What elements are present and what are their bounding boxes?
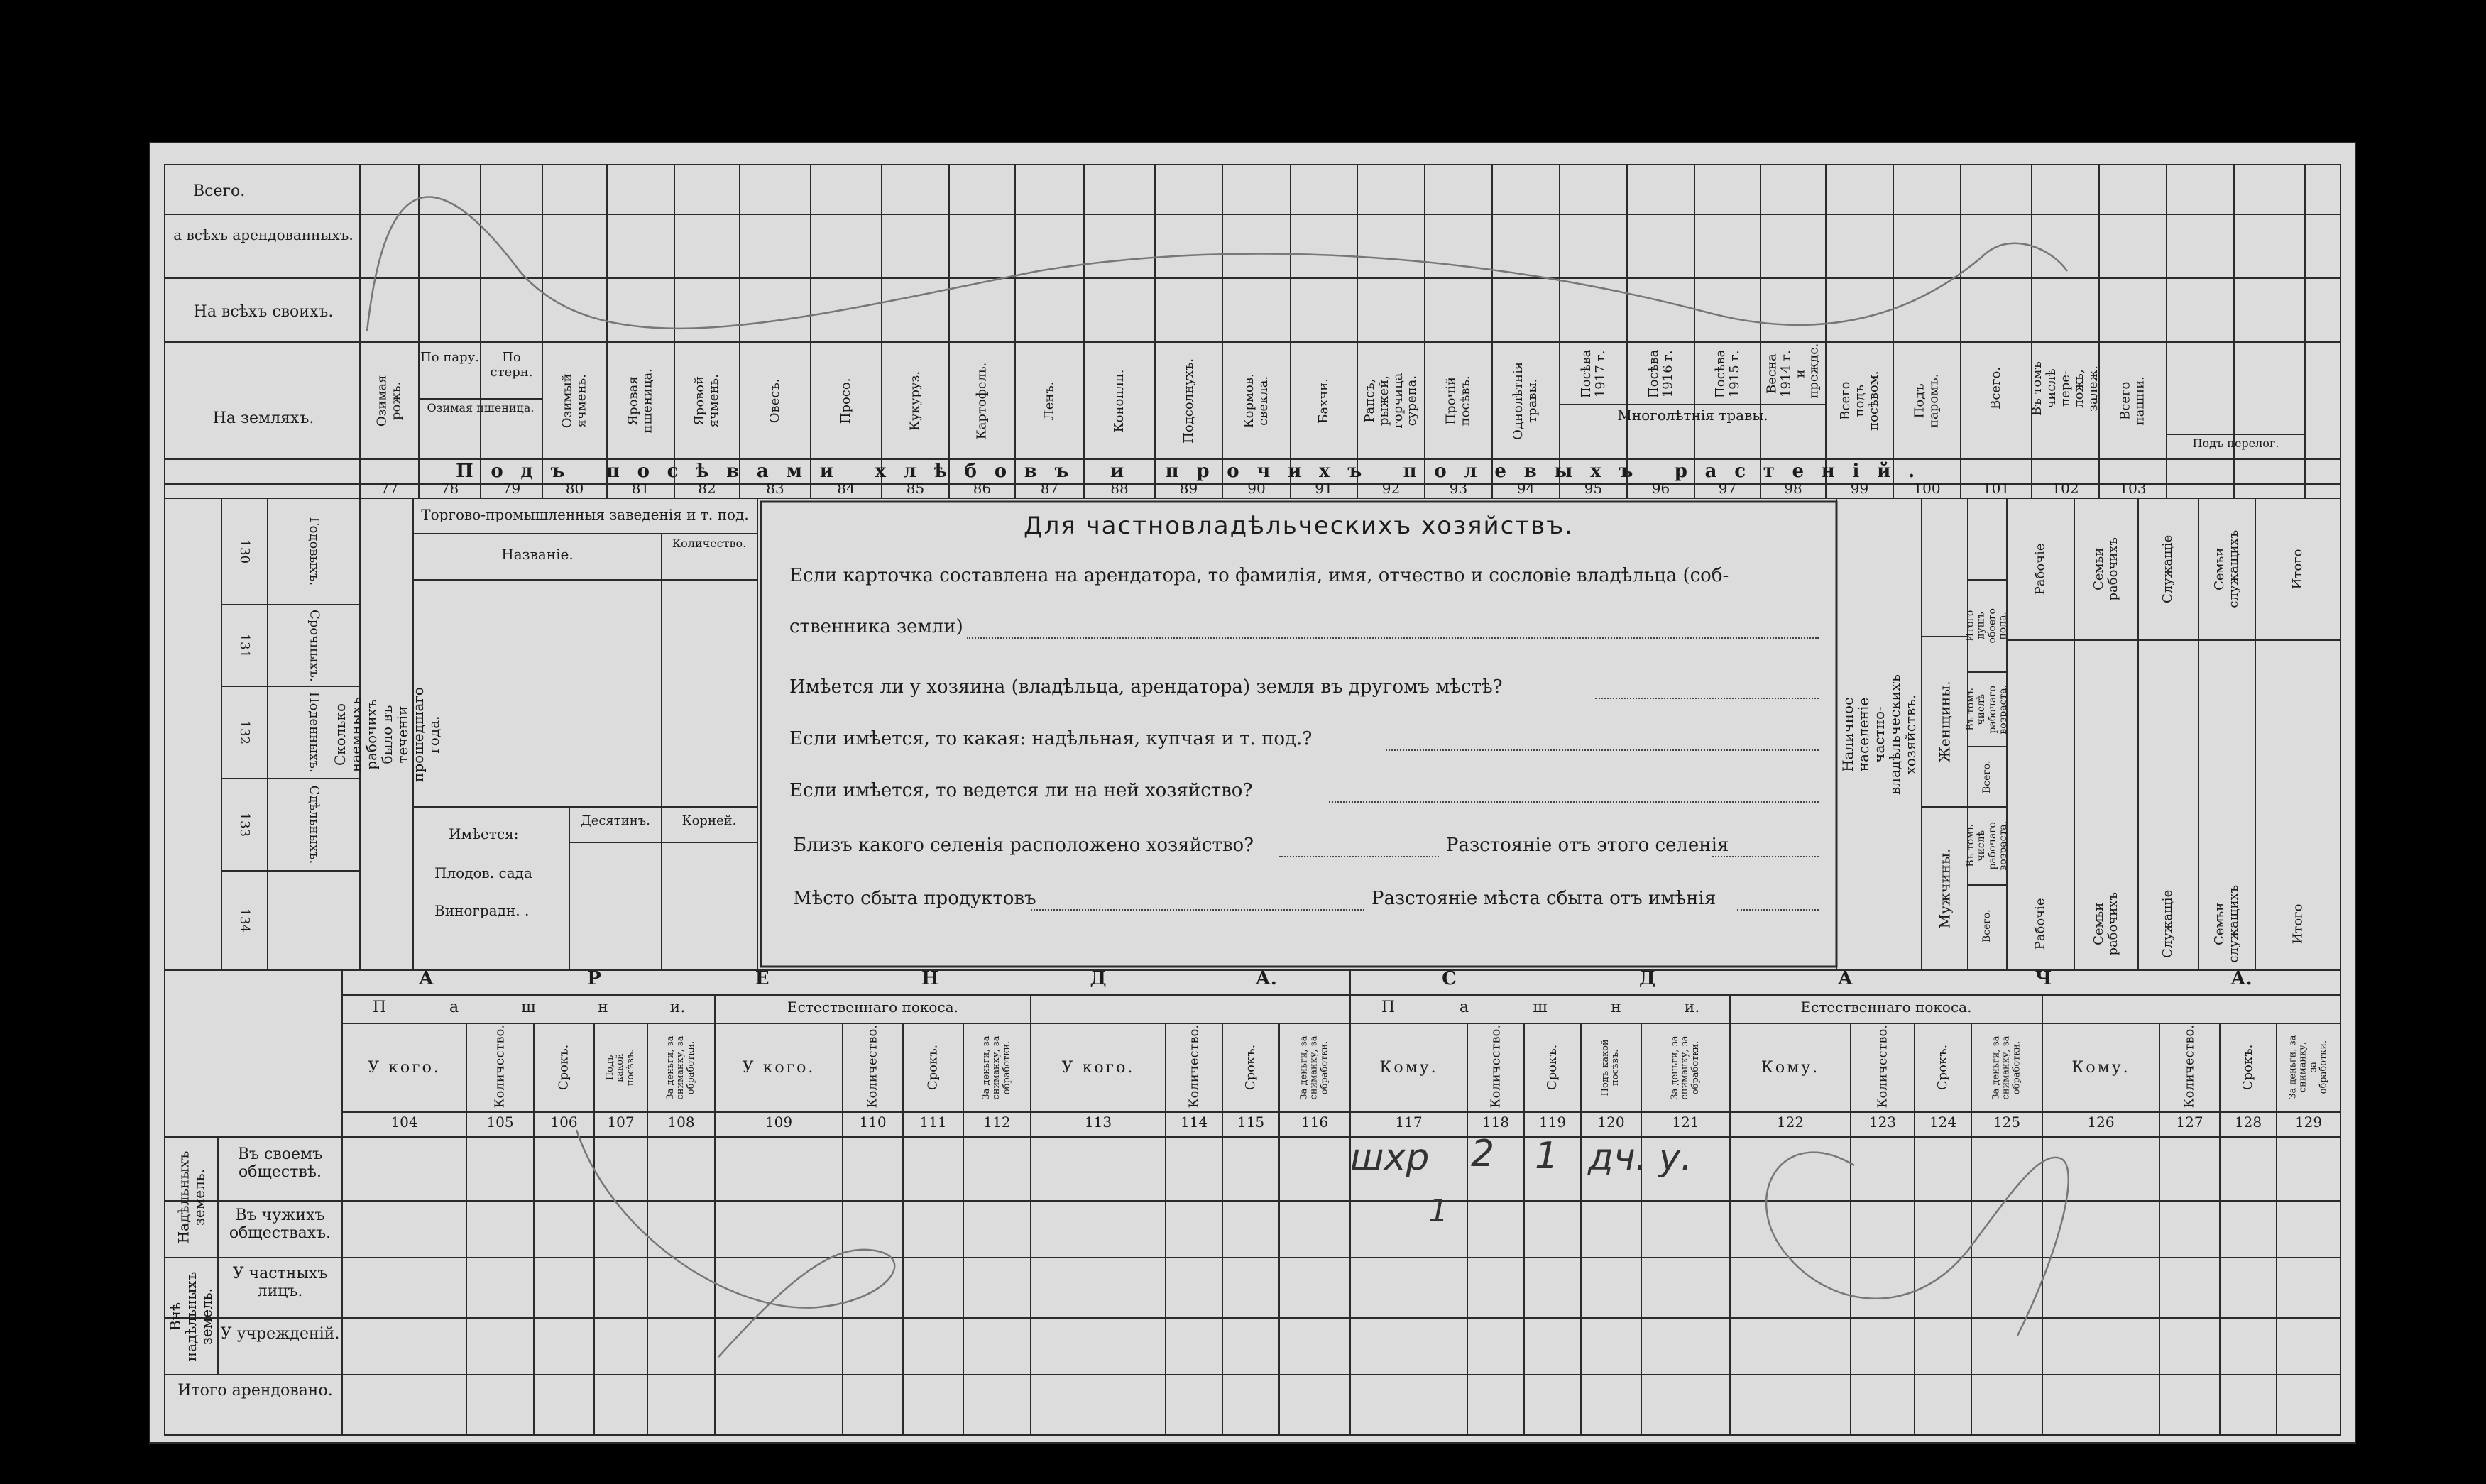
crop-num-cell: 98 — [1784, 480, 1802, 497]
crop-label: Картофель. — [974, 362, 990, 439]
row-label-svoih: На всѣхъ своихъ. — [193, 303, 334, 321]
lease-col-number: 113 — [1084, 1114, 1112, 1131]
pop-right-bottom: Итого — [2290, 903, 2306, 945]
worker-col-num: 130 — [237, 539, 253, 564]
arenda-letter: Н — [921, 968, 939, 989]
lease-col-number: 124 — [1929, 1114, 1957, 1131]
pashni-letter: а — [1459, 999, 1469, 1016]
sdacha-letter: С — [1442, 968, 1457, 989]
lease-col-header: Срокъ. — [1935, 1044, 1951, 1091]
crop-num-cell: 96 — [1651, 480, 1670, 497]
crop-num-cell: 99 — [1850, 480, 1869, 497]
lease-col-number: 109 — [765, 1114, 793, 1131]
crop-label: Весна 1914 г. и прежде. — [1764, 343, 1822, 399]
pashni-letter: н — [598, 999, 608, 1016]
crop-label: Посѣва 1916 г. — [1646, 349, 1675, 399]
lease-col-number: 126 — [2087, 1114, 2115, 1131]
lease-col-number: 127 — [2176, 1114, 2203, 1131]
private-title: Для частновладѣльческихъ хозяйствъ. — [1024, 512, 1574, 540]
lease-col-header: Срокъ. — [1545, 1044, 1560, 1091]
group-ozimaya-pshenica: Озимая пшеница. — [427, 401, 535, 414]
row-nadel: Надѣльныхъ земель. — [175, 1150, 208, 1244]
crop-label: Всего подъ посѣвом. — [1837, 370, 1881, 431]
crop-label: Кукуруз. — [907, 370, 923, 431]
crop-label: По стерн. — [490, 350, 533, 380]
crop-label: Въ томъ числѣ пере-ложь, залеж. — [2030, 361, 2101, 416]
pashni-letter: П — [1381, 999, 1396, 1016]
crop-num-cell: 92 — [1381, 480, 1401, 497]
lease-col-number: 129 — [2294, 1114, 2323, 1131]
crop-num-cell: 95 — [1584, 480, 1603, 497]
crop-label: Подъ паромъ. — [1912, 373, 1942, 428]
worker-col-label: Срочныхъ. — [306, 609, 322, 682]
row-uchrezh: У учрежденiй. — [220, 1325, 340, 1343]
pashni-letter: и. — [669, 999, 686, 1016]
lease-col-number: 119 — [1538, 1114, 1567, 1131]
crop-num-cell: 87 — [1040, 480, 1059, 497]
row-label-vsego: Всего. — [193, 182, 246, 200]
posevy-banner: Подъ посѣвами хлѣбовъ и прочихъ полевыхъ растенiй. — [456, 461, 1932, 482]
lease-col-header: Срокъ. — [2240, 1044, 2256, 1091]
pashni-letter: ш — [521, 999, 536, 1016]
private-q6b: Разстоянiе мѣста сбыта отъ имѣнiя — [1371, 888, 1716, 909]
lease-col-number: 105 — [486, 1114, 514, 1131]
lease-col-number: 122 — [1776, 1114, 1805, 1131]
row-chastn: У частныхъ лицъ. — [232, 1265, 328, 1301]
pop-muzh: Мужчины. — [1936, 848, 1954, 929]
pokos-header-2: Естественнаго покоса. — [1800, 999, 1972, 1016]
crop-label: Яровая пшеница. — [625, 368, 655, 434]
crop-num-cell: 101 — [1982, 480, 2010, 497]
crop-num-cell: 93 — [1449, 480, 1468, 497]
crop-num-cell: 81 — [631, 480, 650, 497]
lease-col-number: 120 — [1597, 1114, 1625, 1131]
private-q3: Если имѣется, то какая: надѣльная, купчая и т. под.? — [789, 728, 1313, 749]
worker-col-num: 134 — [237, 908, 253, 933]
lease-col-header: За деньги, за сниманку, за обработки. — [665, 1035, 696, 1100]
arenda-letter: Д — [1090, 968, 1107, 989]
worker-col-num: 131 — [237, 633, 253, 658]
pop-right-top: Семьи служащихъ — [2212, 530, 2242, 608]
handwriting-b: 2 — [1471, 1133, 1495, 1175]
trade-imeetsya: Имѣется: — [449, 825, 519, 842]
lease-col-header: Срокъ. — [556, 1044, 571, 1091]
crop-num-cell: 82 — [698, 480, 716, 497]
sdacha-letter: Ч — [2035, 968, 2052, 989]
lease-col-number: 123 — [1868, 1114, 1897, 1131]
crop-num-cell: 84 — [837, 480, 855, 497]
handwriting-e: дч. у. — [1588, 1136, 1693, 1179]
lease-col-header: Кому. — [2071, 1059, 2130, 1077]
pop-right-bottom: Служащiе — [2160, 889, 2176, 959]
crop-num-cell: 102 — [2052, 480, 2079, 497]
lease-col-number: 107 — [607, 1114, 635, 1131]
crop-label: Посѣва 1917 г. — [1578, 349, 1608, 399]
crop-num-cell: 103 — [2119, 480, 2147, 497]
lease-col-number: 117 — [1395, 1114, 1423, 1131]
crop-num-cell: 91 — [1315, 480, 1333, 497]
lease-col-number: 121 — [1672, 1114, 1699, 1131]
sdacha-letter: А — [1837, 968, 1853, 989]
worker-col-label: Годовыхъ. — [306, 517, 322, 586]
arenda-letter: А. — [1255, 968, 1277, 989]
row-vne: Внѣ надѣльныхъ земель. — [167, 1271, 216, 1361]
pashni-letter: П — [372, 999, 387, 1016]
crop-num-cell: 100 — [1913, 480, 1941, 497]
trade-qty-header: Количество. — [672, 537, 747, 550]
crop-label: По пару. — [420, 350, 479, 365]
pashni-letter: а — [449, 999, 459, 1016]
lease-col-header: У кого. — [1061, 1059, 1135, 1077]
row-label-arend: а всѣхъ арендованныхъ. — [173, 226, 354, 243]
private-q6a: Мѣсто сбыта продуктовъ — [793, 888, 1036, 909]
lease-col-header: Количество. — [1488, 1025, 1504, 1109]
crop-label: Подсолнухъ. — [1181, 358, 1196, 444]
crop-num-cell: 94 — [1516, 480, 1535, 497]
group-mnogolet: Многолѣтнiя травы. — [1617, 407, 1768, 424]
pashni-letter: н — [1611, 999, 1621, 1016]
lease-col-number: 110 — [859, 1114, 887, 1131]
handwriting-d: 1 — [1428, 1193, 1448, 1229]
worker-col-num: 132 — [237, 720, 253, 745]
row-label-na-zemlyah: На земляхъ. — [212, 410, 314, 427]
lease-col-header: Количество. — [1186, 1025, 1202, 1109]
lease-col-header: У кого. — [742, 1059, 816, 1077]
lease-col-header: Кому. — [1379, 1059, 1438, 1077]
pop-subcol-label: Въ томъ числѣ рабочаго возраста. — [1964, 684, 2009, 735]
pop-right-bottom: Семьи рабочихъ — [2091, 892, 2120, 956]
pop-zhen: Женщины. — [1936, 681, 1954, 763]
pop-right-bottom: Семьи служащихъ — [2212, 885, 2242, 963]
lease-col-header: Количество. — [1875, 1025, 1890, 1109]
pokos-header-1: Естественнаго покоса. — [787, 999, 958, 1016]
pop-right-top: Семьи рабочихъ — [2091, 537, 2120, 601]
crop-label: Коноплп. — [1112, 369, 1127, 432]
crop-label: Всего пашни. — [2118, 375, 2147, 426]
lease-col-header: Срокъ. — [925, 1044, 941, 1091]
pop-right-top: Служащiе — [2160, 534, 2176, 604]
crop-num-cell: 86 — [973, 480, 992, 497]
lease-col-number: 111 — [919, 1114, 947, 1131]
private-q5b: Разстоянiе отъ этого селенiя — [1446, 835, 1729, 856]
crop-num-cell: 80 — [565, 480, 584, 497]
crop-num-cell: 88 — [1110, 480, 1129, 497]
private-q1a: Если карточка составлена на арендатора, то фамилiя, имя, отчество и сословiе владѣльца (соб- — [789, 565, 1729, 586]
population-title: Наличное населенiе частно-владѣльческихъ хозяйствъ. — [1839, 674, 1920, 795]
lease-col-number: 118 — [1482, 1114, 1510, 1131]
lease-col-number: 108 — [667, 1114, 695, 1131]
handwriting-c: 1 — [1535, 1135, 1559, 1177]
crop-label: Посѣва 1915 г. — [1712, 349, 1742, 399]
lease-col-number: 128 — [2234, 1114, 2262, 1131]
worker-col-num: 133 — [237, 812, 253, 837]
pop-right-top: Итого — [2290, 549, 2306, 590]
lease-col-header: Подъ какой посѣвъ. — [1600, 1038, 1621, 1096]
private-q4: Если имѣется, то ведется ли на ней хозяйство? — [789, 780, 1253, 801]
crop-label: Просо. — [838, 378, 854, 424]
worker-col-label: Сдѣльныхъ. — [306, 785, 322, 864]
group-podperelog: Подъ перелог. — [2192, 436, 2279, 450]
trade-korney: Корней. — [681, 813, 737, 828]
crop-num-cell: 89 — [1179, 480, 1198, 497]
trade-desyatin: Десятинъ. — [581, 813, 650, 828]
lease-col-number: 114 — [1180, 1114, 1208, 1131]
lease-col-header: За деньги, за сниманку, за обработки. — [2287, 1035, 2329, 1099]
private-q5a: Близъ какого селенiя расположено хозяйство? — [793, 835, 1254, 856]
lease-col-header: За деньги, за сниманку, за обработки. — [1670, 1035, 1701, 1100]
crop-label: Кормов. свекла. — [1242, 373, 1271, 428]
crop-label: Бахчи. — [1316, 378, 1332, 424]
sdacha-letter: Д — [1638, 968, 1656, 989]
trade-name-header: Названiе. — [501, 546, 574, 563]
crop-label: Рапсъ, рыжей, горчица сурепа. — [1362, 373, 1420, 429]
lease-col-header: За деньги, за сниманку, за обработки. — [1991, 1035, 2022, 1100]
lease-col-header: Количество. — [492, 1025, 508, 1109]
form-grid — [150, 143, 2355, 1442]
crop-num-cell: 77 — [380, 480, 399, 497]
pashni-letter: и. — [1684, 999, 1700, 1016]
lease-col-number: 104 — [390, 1114, 418, 1131]
crop-num-cell: 79 — [502, 480, 521, 497]
pop-subcol-label: Въ томъ числѣ рабочаго возраста. — [1964, 821, 2009, 871]
crop-num-cell: 78 — [440, 480, 459, 497]
private-q1b: ственника земли) — [789, 616, 963, 637]
handwriting-a: шхр — [1350, 1136, 1430, 1179]
crop-label: Яровой ячмень. — [692, 373, 721, 428]
pop-subcol-label: Всего. — [1981, 760, 1993, 793]
arenda-letter: Р — [587, 968, 601, 989]
lease-col-header: Количество. — [865, 1025, 880, 1109]
crop-num-cell: 90 — [1247, 480, 1266, 497]
crop-num-cell: 97 — [1718, 480, 1737, 497]
crop-label: Прочiй посѣвъ. — [1443, 375, 1473, 427]
trade-sad: Плодов. сада — [434, 864, 532, 881]
crop-num-cell: 85 — [906, 480, 925, 497]
trade-vinograd: Виноградн. . — [434, 902, 530, 919]
pop-right-bottom: Рабочiе — [2032, 898, 2048, 950]
private-q2: Имѣется ли у хозяина (владѣльца, арендатора) земля въ другомъ мѣстѣ? — [789, 676, 1503, 698]
lease-col-number: 125 — [1993, 1114, 2021, 1131]
crop-label: Однолѣтнiя травы. — [1511, 361, 1540, 440]
arenda-letter: Е — [755, 968, 770, 989]
crop-label: Озимый ячмень. — [559, 373, 589, 428]
worker-col-label: Поденныхъ. — [306, 692, 322, 773]
row-svoem: Въ своемъ обществѣ. — [237, 1145, 323, 1182]
arenda-letter: А — [418, 968, 434, 989]
crop-num-cell: 83 — [766, 480, 784, 497]
row-chuzh: Въ чужихъ обществахъ. — [229, 1207, 332, 1243]
crop-label: Озимая рожь. — [374, 375, 404, 427]
lease-col-number: 106 — [550, 1114, 578, 1131]
sdacha-letter: А. — [2230, 968, 2252, 989]
lease-col-header: Срокъ. — [1243, 1044, 1259, 1091]
trade-title: Торгово-промышленныя заведенiя и т. под. — [421, 506, 749, 523]
workers-title: Сколько наемныхъ рабочихъ было въ теченiи прошедшаго года. — [331, 686, 442, 782]
row-itogo: Итого арендовано. — [177, 1382, 333, 1400]
lease-col-header: Подъ какой посѣвъ. — [605, 1049, 636, 1086]
crop-label: Овесъ. — [767, 378, 783, 423]
lease-col-header: За деньги, за сниманку, за обработки. — [1298, 1035, 1330, 1100]
lease-col-header: Кому. — [1761, 1059, 1820, 1077]
lease-col-header: Количество. — [2181, 1025, 2197, 1109]
lease-col-header: У кого. — [368, 1059, 441, 1077]
crop-label: Ленъ. — [1041, 381, 1057, 420]
census-card-sheet — [150, 143, 2355, 1442]
lease-col-number: 115 — [1237, 1114, 1265, 1131]
lease-col-number: 112 — [983, 1114, 1011, 1131]
pop-subcol-label: Всего. — [1981, 909, 1993, 942]
lease-col-header: За деньги, за сниманку, за обработки. — [981, 1035, 1012, 1100]
crop-label: Всего. — [1988, 367, 2004, 410]
pop-right-top: Рабочiе — [2032, 543, 2048, 595]
pop-subcol-label: Итого душъ обоего пола. — [1964, 608, 2009, 644]
lease-col-number: 116 — [1301, 1114, 1329, 1131]
pashni-letter: ш — [1533, 999, 1548, 1016]
